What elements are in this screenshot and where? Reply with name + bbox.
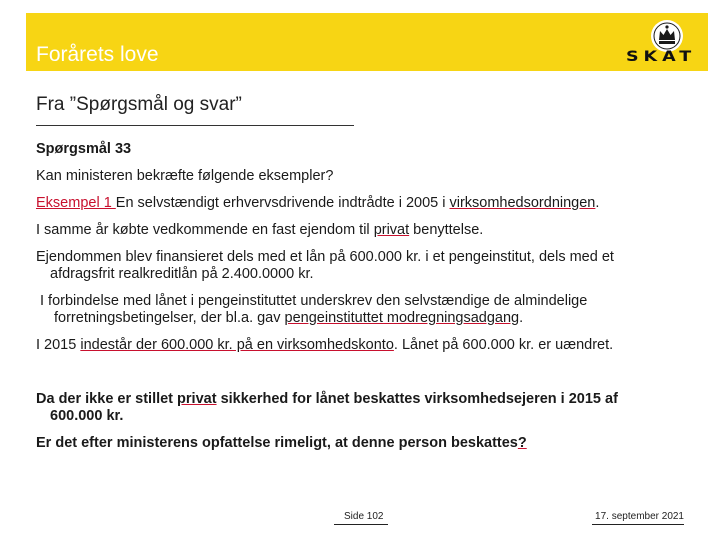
agreement-text-a: forretningsbetingelser, der bl.a. gav <box>54 310 285 326</box>
slide-subtitle: Fra ”Spørgsmål og svar” <box>36 94 242 115</box>
intro-text: Kan ministeren bekræfte følgende eksempler? <box>36 168 334 184</box>
purchase-link-term: privat <box>373 222 410 238</box>
account-link-term: indestår der 600.000 kr. på en virksomhedskonto <box>80 337 394 353</box>
footer-date: 17. september 2021 <box>595 511 684 522</box>
skat-logo <box>616 19 698 67</box>
page-number: Side 102 <box>344 511 384 522</box>
example-paragraph <box>36 195 686 212</box>
financing-line-2: afdragsfrit realkreditlån på 2.400.0000 kr. <box>50 266 314 282</box>
taxation-line-2: 600.000 kr. <box>50 408 124 424</box>
paragraph-agreement <box>40 293 690 327</box>
page-number-underline <box>334 524 388 525</box>
example-label: Eksempel 1 <box>36 195 116 211</box>
crown-emblem-icon <box>650 19 684 53</box>
example-text-b: . <box>595 195 600 211</box>
paragraph-purchase <box>36 222 686 239</box>
paragraph-financing <box>36 249 686 283</box>
agreement-line-2 <box>40 310 690 327</box>
agreement-link-term: pengeinstituttet modregningsadgang <box>284 310 520 326</box>
financing-line-1: Ejendommen blev finansieret dels med et lån på 600.000 kr. i et pengeinstitut, dels med et <box>36 249 614 265</box>
question-label: Spørgsmål 33 <box>36 141 132 157</box>
header-banner <box>26 13 708 71</box>
question-text: Er det efter ministerens opfattelse rimeligt, at denne person beskattes <box>36 435 518 451</box>
agreement-text-b: . <box>519 310 524 326</box>
paragraph-taxation <box>36 391 686 425</box>
skat-wordmark: SKAT <box>625 49 696 65</box>
purchase-text-a: I samme år købte vedkommende en fast ejendom til <box>36 222 374 238</box>
taxation-text-a: Da der ikke er stillet <box>36 391 178 407</box>
account-text-a: I 2015 <box>36 337 81 353</box>
taxation-text-b: sikkerhed for lånet beskattes virksomhedsejeren i 2015 af <box>216 391 618 407</box>
footer-date-underline <box>592 524 684 525</box>
agreement-line-1: I forbindelse med lånet i pengeinstituttet underskrev den selvstændige de almindelige <box>40 293 588 309</box>
taxation-link-term: privat <box>177 391 217 407</box>
paragraph-account <box>36 337 686 354</box>
presentation-title: Forårets love <box>36 43 159 66</box>
example-text-a: En selvstændigt erhvervsdrivende indtrådte i 2005 i <box>115 195 450 211</box>
paragraph-question <box>36 435 686 452</box>
subtitle-divider <box>36 125 354 126</box>
question-mark: ? <box>517 435 527 451</box>
purchase-text-b: benyttelse. <box>409 222 484 238</box>
example-link-term: virksomhedsordningen <box>449 195 596 211</box>
account-text-b: . Lånet på 600.000 kr. er uændret. <box>393 337 614 353</box>
